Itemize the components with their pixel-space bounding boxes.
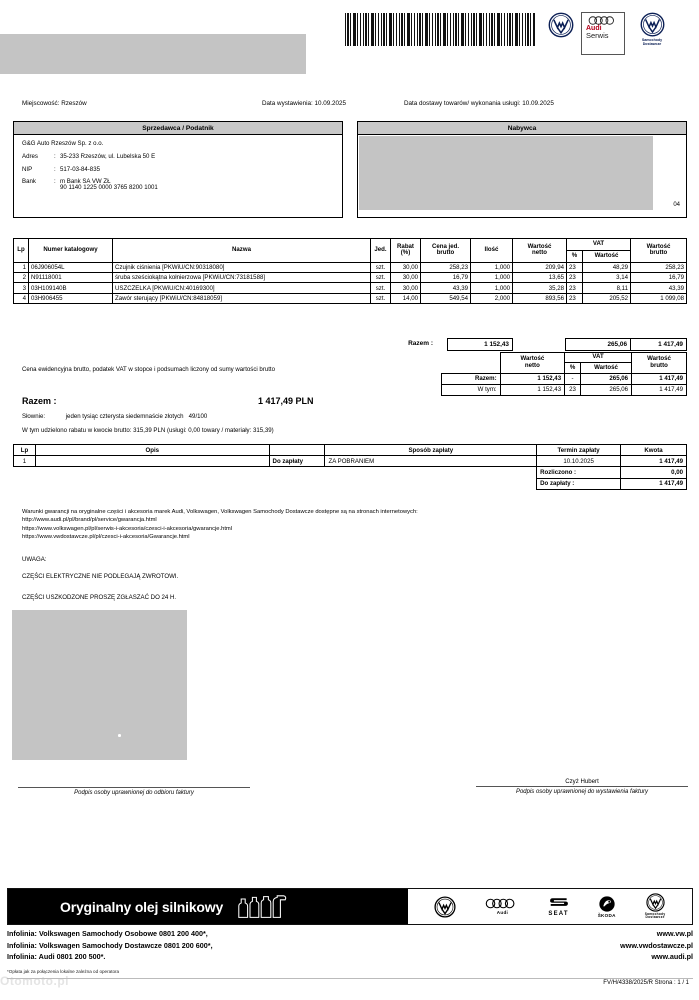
signature-receiver-caption: Podpis osoby uprawnionej do odbioru faktury bbox=[74, 790, 194, 796]
th-catalog: Numer katalogowy bbox=[29, 239, 113, 263]
dozaplaty-label: Do zapłaty : bbox=[537, 478, 621, 489]
cell-vat-value: 48,29 bbox=[583, 262, 631, 272]
items-total-vat: 265,06 bbox=[565, 338, 631, 351]
th-gross-l1: Wartość bbox=[646, 242, 671, 250]
items-total-net: 1 152,43 bbox=[447, 338, 513, 351]
issue-date-label: Data wystawienia: 10.09.2025 bbox=[262, 100, 347, 107]
oil-banner bbox=[7, 888, 693, 925]
payment-table-head bbox=[14, 445, 687, 456]
skoda-logo bbox=[598, 895, 616, 919]
buyer-visible-fragment: 04 bbox=[673, 202, 680, 208]
audi-serwis-label: Serwis bbox=[586, 31, 609, 41]
vw-dostawcze-logo bbox=[645, 893, 666, 920]
cell-vat-value: 8,11 bbox=[583, 283, 631, 293]
seller-address-row bbox=[22, 154, 334, 160]
cell-net: 13,65 bbox=[513, 273, 567, 283]
vat-row-net: 1 152,43 bbox=[500, 384, 564, 395]
cell-gross: 258,23 bbox=[631, 262, 687, 272]
website-audi[interactable]: www.audi.pl bbox=[651, 952, 693, 962]
seller-nip-label: NIP bbox=[22, 165, 33, 173]
cell-lp: 2 bbox=[14, 273, 29, 283]
th-discount bbox=[391, 239, 421, 263]
table-row bbox=[14, 293, 687, 303]
cell-qty: 2,000 bbox=[471, 293, 513, 303]
th-net bbox=[513, 239, 567, 263]
cell-price: 43,39 bbox=[421, 283, 471, 293]
vat-th-net bbox=[500, 353, 564, 374]
infoline-audi: Infolinia: Audi 0801 200 500*. bbox=[7, 952, 106, 962]
seller-box bbox=[13, 121, 343, 218]
cell-discount: 14,00 bbox=[391, 293, 421, 303]
cell-gross: 1 099,08 bbox=[631, 293, 687, 303]
cell-price: 549,54 bbox=[421, 293, 471, 303]
vat-row-net: 1 152,43 bbox=[500, 373, 564, 384]
th-price-l2: brutto bbox=[436, 249, 455, 257]
cell-gross: 16,79 bbox=[631, 273, 687, 283]
redacted-stamp-area bbox=[12, 610, 187, 760]
cell-catalog: 06J906054L bbox=[29, 262, 113, 272]
audi-serwis-logo bbox=[581, 12, 625, 55]
seat-logo bbox=[548, 897, 568, 917]
th-name: Nazwa bbox=[113, 239, 371, 263]
cell-discount: 30,00 bbox=[391, 273, 421, 283]
cell-net: 209,94 bbox=[513, 262, 567, 272]
skoda-caption: ŠKODA bbox=[597, 913, 616, 919]
table-row bbox=[14, 262, 687, 272]
barcode-image bbox=[345, 13, 535, 46]
vw-dostawcze-caption: Samochody Dostawcze bbox=[641, 38, 663, 47]
th-lp: Lp bbox=[14, 239, 29, 263]
amount-in-words-cents: 49/100 bbox=[188, 413, 208, 420]
pay-th-kwota: Kwota bbox=[621, 445, 687, 456]
items-table-head bbox=[14, 239, 687, 263]
grand-total-amount: 1 417,49 PLN bbox=[258, 396, 314, 406]
cell-net: 35,28 bbox=[513, 283, 567, 293]
buyer-body bbox=[358, 135, 686, 211]
cell-name: śruba sześciokątna kołnierzowa [PKWiU/CN:73181588] bbox=[113, 273, 371, 283]
oil-banner-logos bbox=[408, 889, 692, 924]
cell-discount: 30,00 bbox=[391, 262, 421, 272]
footer-divider bbox=[7, 978, 693, 979]
cell-name: Zawór sterujący [PKWiU/CN:84818059] bbox=[113, 293, 371, 303]
website-vwdostawcze[interactable]: www.vwdostawcze.pl bbox=[620, 940, 693, 950]
pay-cell-kwota: 1 417,49 bbox=[621, 456, 687, 467]
cell-vat-pct: 23 bbox=[567, 273, 583, 283]
cell-vat-pct: 23 bbox=[567, 293, 583, 303]
pay-th-sposob: Sposób zapłaty bbox=[325, 445, 537, 456]
seller-title: Sprzedawca / Podatnik bbox=[14, 122, 342, 135]
cell-lp: 4 bbox=[14, 293, 29, 303]
th-price bbox=[421, 239, 471, 263]
footer-infolines bbox=[7, 928, 693, 968]
cell-lp: 3 bbox=[14, 283, 29, 293]
vat-th-gross-l1: Wartość bbox=[647, 355, 671, 363]
cell-catalog: N91118001 bbox=[29, 273, 113, 283]
redacted-buyer-details bbox=[359, 136, 653, 210]
warranty-link-vwdostawcze[interactable]: https://www.vwdostawcze.pl/pl/czesci-i-akcesoria/Gwarancje.html bbox=[22, 534, 190, 541]
cell-unit: szt. bbox=[371, 273, 391, 283]
vat-th-gross bbox=[632, 353, 687, 374]
table-row bbox=[14, 283, 687, 293]
seller-bank-row bbox=[22, 179, 334, 191]
signature-receiver bbox=[18, 778, 250, 796]
vat-th-gross-l2: brutto bbox=[650, 361, 668, 369]
warranty-terms bbox=[22, 508, 418, 542]
vat-row-pct: - bbox=[565, 373, 581, 384]
vw-logo bbox=[434, 896, 456, 918]
pay-th-lp: Lp bbox=[14, 445, 36, 456]
cell-vat-pct: 23 bbox=[567, 283, 583, 293]
pay-cell-dozaplaty-label: Do zapłaty bbox=[269, 456, 325, 467]
seller-address-label: Adres bbox=[22, 153, 38, 161]
seller-nip-row bbox=[22, 167, 334, 173]
warranty-link-audi[interactable]: http://www.audi.pl/pl/brand/pl/service/gwarancja.html bbox=[22, 517, 157, 524]
rozliczono-label: Rozliczono : bbox=[537, 467, 621, 478]
parties-section bbox=[0, 121, 699, 219]
cell-vat-value: 205,52 bbox=[583, 293, 631, 303]
uwaga-note-1: CZĘŚCI ELEKTRYCZNE NIE PODLEGAJĄ ZWROTOWI. bbox=[22, 573, 179, 580]
rozliczono-value: 0,00 bbox=[621, 467, 687, 478]
signature-issuer-name: Czyż Hubert bbox=[565, 778, 599, 785]
items-table bbox=[13, 238, 687, 304]
vat-summary-table bbox=[441, 352, 687, 396]
th-discount-l1: Rabat bbox=[397, 242, 414, 250]
th-vat-pct: % bbox=[567, 250, 583, 262]
oil-banner-black bbox=[8, 889, 408, 924]
footer-section bbox=[7, 888, 693, 974]
items-total-label: Razem : bbox=[408, 340, 433, 347]
warranty-link-volkswagen[interactable]: https://www.volkswagen.pl/pl/serwis-i-akcesoria/czesci-i-akcesoria/gwarancje.html bbox=[22, 525, 233, 532]
uwaga-heading: UWAGA: bbox=[22, 556, 47, 563]
vat-row-pct: 23 bbox=[565, 384, 581, 395]
dozaplaty-value: 1 417,49 bbox=[621, 478, 687, 489]
colon-separator: : bbox=[54, 178, 56, 186]
cell-price: 258,23 bbox=[421, 262, 471, 272]
th-qty: Ilość bbox=[471, 239, 513, 263]
cell-catalog: 03H109140B bbox=[29, 283, 113, 293]
oil-banner-text: Oryginalny olej silnikowy bbox=[60, 898, 224, 915]
uwaga-note-2: CZĘŚCI USZKODZONE PROSZĘ ZGŁASZAĆ DO 24 H. bbox=[22, 594, 177, 601]
seller-body bbox=[14, 135, 342, 211]
audi-logo bbox=[485, 898, 519, 915]
footer-websites bbox=[620, 928, 693, 963]
vat-row-gross: 1 417,49 bbox=[632, 384, 687, 395]
pay-spacer bbox=[14, 478, 537, 489]
pay-cell-opis bbox=[35, 456, 269, 467]
vat-summary-body bbox=[442, 373, 687, 395]
stamp-dot-marker bbox=[118, 734, 121, 737]
vat-th-net-l2: netto bbox=[524, 361, 540, 369]
vat-th-net-l1: Wartość bbox=[520, 355, 545, 363]
cell-price: 16,79 bbox=[421, 273, 471, 283]
header-logo-group bbox=[548, 12, 694, 60]
vat-row-gross: 1 417,49 bbox=[632, 373, 687, 384]
cell-catalog: 03H906455 bbox=[29, 293, 113, 303]
table-row bbox=[14, 456, 687, 467]
vat-th-pct: % bbox=[565, 363, 581, 373]
th-unit: Jed. bbox=[371, 239, 391, 263]
cell-name: USZCZELKA [PKWiU/CN:40169300] bbox=[113, 283, 371, 293]
grand-total-label: Razem : bbox=[22, 396, 57, 406]
cell-unit: szt. bbox=[371, 283, 391, 293]
cell-lp: 1 bbox=[14, 262, 29, 272]
vat-th-value: Wartość bbox=[580, 363, 631, 373]
cell-vat-pct: 23 bbox=[567, 262, 583, 272]
redacted-invoice-title-block bbox=[0, 34, 306, 74]
buyer-box bbox=[357, 121, 687, 218]
seat-caption: SEAT bbox=[548, 910, 569, 917]
signature-issuer-caption: Podpis osoby uprawnionej do wystawienia faktury bbox=[515, 789, 649, 795]
oil-bottles-icon bbox=[233, 895, 291, 919]
vat-row-label: W tym: bbox=[442, 384, 501, 395]
infoline-dostawcze: Infolinia: Volkswagen Samochody Dostawcze 0801 200 600*, bbox=[7, 940, 213, 950]
seller-bank-name: m Bank SA VW ZŁ bbox=[60, 178, 111, 186]
th-vat-group: VAT bbox=[567, 239, 631, 251]
price-note: Cena ewidencyjna brutto, podatek VAT w stopce i podsumach liczony od sumy wartości brutto bbox=[22, 366, 276, 373]
cell-unit: szt. bbox=[371, 262, 391, 272]
document-header bbox=[0, 0, 699, 92]
vw-logo bbox=[548, 12, 574, 40]
signature-spacer bbox=[18, 778, 250, 787]
cell-name: Czujnik ciśnienia [PKWiU/CN:90318080] bbox=[113, 262, 371, 272]
vat-th-group: VAT bbox=[565, 353, 632, 363]
seller-bank-account: 90 1140 1225 0000 3765 8200 1001 bbox=[60, 184, 158, 192]
cell-qty: 1,000 bbox=[471, 283, 513, 293]
otomoto-watermark: Otomoto.pl bbox=[0, 974, 69, 988]
signature-issuer bbox=[476, 778, 688, 795]
pay-cell-lp: 1 bbox=[14, 456, 36, 467]
payment-header-row bbox=[14, 445, 687, 456]
colon-separator: : bbox=[54, 165, 56, 173]
amount-in-words bbox=[22, 413, 207, 420]
table-row bbox=[14, 467, 687, 478]
vw-dostawcze-caption-footer: Samochody Dostawcze bbox=[644, 911, 666, 920]
document-footer-reference: FV/H/4338/2025/R Strona : 1 / 1 bbox=[603, 980, 689, 986]
vw-dostawcze-logo bbox=[632, 12, 672, 46]
pay-th-blank bbox=[269, 445, 325, 456]
seller-name: G&G Auto Rzeszów Sp. z o.o. bbox=[22, 140, 104, 147]
cell-qty: 1,000 bbox=[471, 262, 513, 272]
amount-in-words-value: jeden tysiąc czterysta siedemnaście złotych bbox=[65, 413, 184, 420]
vat-summary-head bbox=[442, 353, 687, 374]
cell-net: 893,56 bbox=[513, 293, 567, 303]
warranty-intro: Warunki gwarancji na oryginalne części i akcesoria marek Audi, Volkswagen, Volkswagen Samochody Dostawcze dostępne są na stronach internetowych: bbox=[22, 509, 418, 515]
pay-th-termin: Termin zapłaty bbox=[537, 445, 621, 456]
cell-qty: 1,000 bbox=[471, 273, 513, 283]
vat-row-value: 265,06 bbox=[580, 384, 631, 395]
table-row bbox=[442, 384, 687, 395]
audi-caption: Audi bbox=[496, 909, 509, 915]
table-row bbox=[14, 273, 687, 283]
th-net-l2: netto bbox=[532, 249, 547, 257]
cell-discount: 30,00 bbox=[391, 283, 421, 293]
table-row bbox=[442, 373, 687, 384]
seller-bank-label: Bank bbox=[22, 178, 36, 186]
cell-unit: szt. bbox=[371, 293, 391, 303]
pay-spacer bbox=[14, 467, 537, 478]
items-total-gross: 1 417,49 bbox=[631, 338, 687, 351]
vat-row-value: 265,06 bbox=[580, 373, 631, 384]
table-row bbox=[14, 478, 687, 489]
vat-summary-header-row bbox=[442, 353, 687, 363]
th-discount-l2: (%) bbox=[400, 249, 411, 257]
amount-in-words-label: Słownie: bbox=[22, 413, 46, 420]
delivery-date-label: Data dostawy towarów/ wykonania usługi: 10.09.2025 bbox=[404, 100, 554, 107]
th-price-l1: Cena jed. bbox=[431, 242, 460, 250]
website-vw[interactable]: www.vw.pl bbox=[656, 929, 693, 938]
th-vat-value: Wartość bbox=[583, 250, 631, 262]
pay-th-opis: Opis bbox=[35, 445, 269, 456]
seller-nip-value: 517-03-84-835 bbox=[60, 165, 100, 173]
payment-table-body bbox=[14, 456, 687, 490]
items-table-body bbox=[14, 262, 687, 304]
pay-cell-sposob: ZA POBRANIEM bbox=[325, 456, 537, 467]
items-total-row bbox=[13, 338, 687, 351]
audi-brand-label: Audi bbox=[586, 25, 602, 32]
discount-note: W tym udzielono rabatu w kwocie brutto: 315,39 PLN (usługi: 0,00 towary / materiały: 315,39) bbox=[22, 427, 274, 434]
footer-footnote: *Opłata jak za połączenia lokalne zależna od operatora bbox=[7, 969, 120, 974]
colon-separator: : bbox=[54, 153, 56, 161]
vat-row-label: Razem: bbox=[442, 373, 501, 384]
vat-summary-corner bbox=[442, 353, 501, 374]
items-header-row bbox=[14, 239, 687, 251]
seller-address-value: 35-233 Rzeszów, ul. Lubelska 50 E bbox=[60, 153, 156, 161]
infoline-osobowe: Infolinia: Volkswagen Samochody Osobowe 0801 200 400*, bbox=[7, 929, 208, 938]
cell-gross: 43,39 bbox=[631, 283, 687, 293]
th-gross bbox=[631, 239, 687, 263]
payment-table bbox=[13, 444, 687, 490]
city-label: Miejscowość: Rzeszów bbox=[22, 100, 87, 107]
audi-rings-icon bbox=[588, 16, 618, 25]
pay-cell-termin: 10.10.2025 bbox=[537, 456, 621, 467]
th-gross-l2: brutto bbox=[649, 249, 668, 257]
buyer-title: Nabywca bbox=[358, 122, 686, 135]
th-net-l1: Wartość bbox=[527, 242, 552, 250]
cell-vat-value: 3,14 bbox=[583, 273, 631, 283]
